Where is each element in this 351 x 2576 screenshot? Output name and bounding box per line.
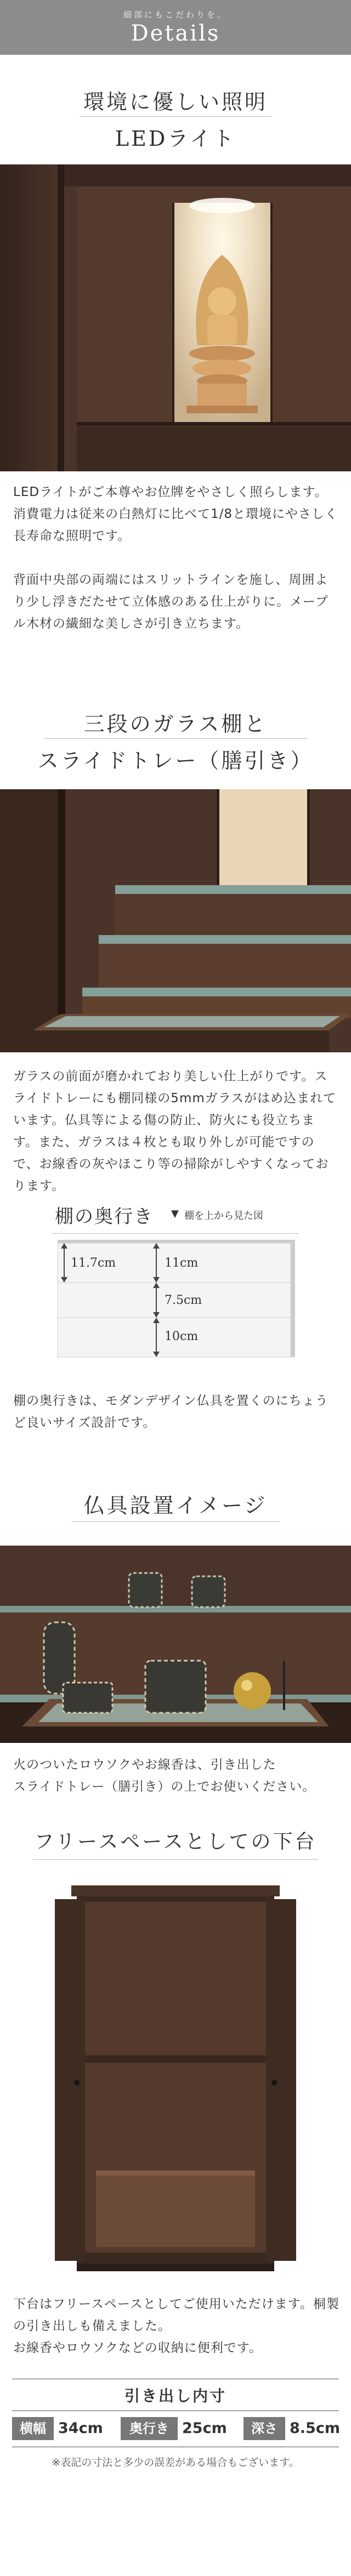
drawer-note: ※表記の寸法と多少の誤差がある場合もございます。 [52,2457,299,2469]
drawer-height-label: 深さ [244,2417,285,2440]
glass-heading-rule [44,738,307,739]
drawer-mid-rule [12,2410,339,2411]
drawer-height-value: 8.5cm [290,2420,340,2437]
altar-heading-rule [71,1521,280,1522]
depth-left-dim: 11.7cm [71,1256,116,1270]
header-title: Details [131,21,220,46]
altar-heading: 仏具設置イメージ [83,1494,268,1518]
depth-heading-rule [52,1233,299,1234]
led-heading-2: LEDライト [115,127,236,151]
depth-note: 棚を上から見た図 [184,1210,263,1222]
base-heading: フリースペースとしての下台 [34,1831,317,1853]
depth-row-dim-3: 10cm [165,1330,199,1343]
glass-heading-1: 三段のガラス棚と [83,712,268,736]
glass-shelves-photo [0,789,351,1052]
depth-row-dim-2: 7.5cm [165,1293,202,1307]
drawer-depth-value: 25cm [182,2420,227,2437]
depth-heading: 棚の奥行き [55,1206,154,1228]
header-subtitle: 細部にもこだわりを。 [123,10,228,20]
base-heading-rule [33,1859,318,1860]
altar-setup-photo [0,1546,351,1743]
led-heading-1: 環境に優しい照明 [83,90,268,114]
base-description: 下台はフリースペースとしてご使用いただけます。桐製の引き出しも備えました。 お線香やロウソクなどの収納に便利です。 [13,2297,339,2355]
depth-note-mark: ▼ [171,1208,179,1219]
base-cabinet-photo [0,1885,351,2280]
drawer-heading: 引き出し内寸 [124,2387,227,2405]
led-description: LEDライトがご本尊やお位牌をやさしく照らします。消費電力は従来の白熱灯に比べて1/8と環境にやさしく長寿命な照明です。 背面中央部の両端にはスリットラインを施し、周囲より少し浮きだたせて立体感のある仕上がりに。メープル木材の繊細な美しさが引き立ちます。 [13,485,338,631]
drawer-depth-label: 奥行き [121,2417,178,2440]
glass-description: ガラスの前面が磨かれており美しい仕上がりです。スライドトレーにも棚同様の5mmガラスがはめ込まれています。仏具等による傷の防止、防火にも役立ちます。また、ガラスは４枚とも取り外しが可能ですので、お線香の灰やほこり等の掃除がしやすくなっております。 [13,1069,337,1193]
depth-description: 棚の奥行きは、モダンデザイン仏具を置くのにちょうど良いサイズ設計です。 [13,1394,329,1430]
glass-heading-2: スライドトレー（膳引き） [37,749,314,773]
led-heading-rule [80,116,271,117]
led-light-photo [0,164,351,471]
shelf-depth-diagram [52,1240,299,1360]
altar-description: 火のついたロウソクやお線香は、引き出した スライドトレー（膳引き）の上でお使いください。 [13,1758,316,1794]
drawer-width-value: 34cm [58,2420,103,2437]
depth-row-dim-1: 11cm [165,1256,199,1270]
drawer-width-label: 横幅 [12,2417,54,2440]
